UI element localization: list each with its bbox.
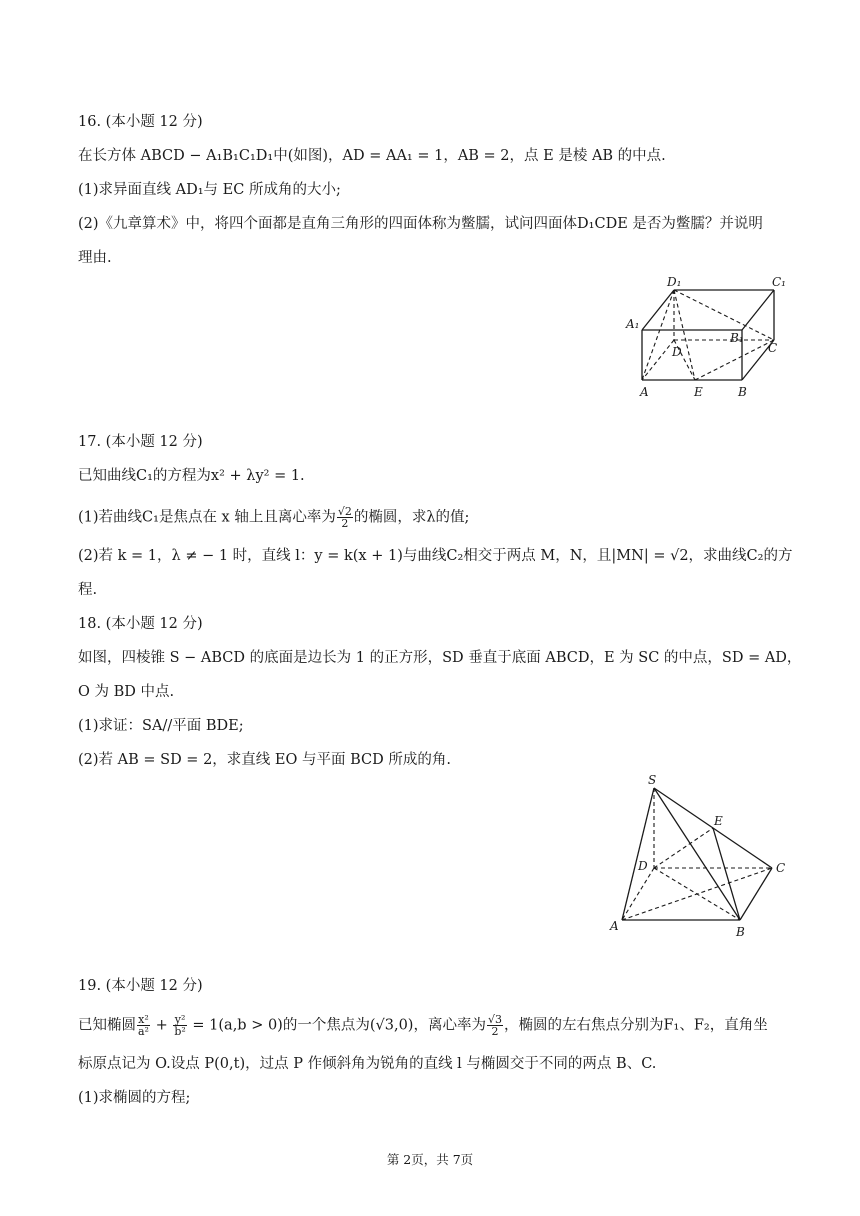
q17-part1-post: 的椭圆，求λ的值; (353, 509, 470, 526)
q17-stem: 已知曲线C₁的方程为x² + λy² = 1. (78, 468, 305, 484)
label-B1: B₁ (730, 331, 744, 345)
q17-part2-line1: (2)若 k = 1，λ ≠ − 1 时，直线 l：y = k(x + 1)与曲线C₂相交于两点 M，N，且|MN| = √2，求曲线C₂的方 (78, 548, 793, 564)
q18-pyramid-figure (606, 770, 796, 944)
label-B: B (738, 385, 747, 399)
label-E: E (714, 814, 723, 828)
label-D1: D₁ (667, 275, 682, 289)
q19-part1: (1)求椭圆的方程; (78, 1090, 191, 1106)
q17-part1 (78, 506, 469, 529)
q19-stem-pre: 已知椭圆 (78, 1017, 136, 1034)
q19-plus: + (150, 1017, 173, 1034)
q18-stem-line2: O 为 BD 中点. (78, 684, 175, 700)
q18-stem-line1: 如图，四棱锥 S − ABCD 的底面是边长为 1 的正方形，SD 垂直于底面 ABCD，E 为 SC 的中点，SD = AD， (78, 650, 802, 666)
label-C1: C₁ (772, 275, 786, 289)
label-S: S (648, 773, 657, 787)
q16-cuboid-figure (620, 272, 800, 408)
q19-stem-line2: 标原点记为 O.设点 P(0,t)，过点 P 作倾斜角为锐角的直线 l 与椭圆交于不同的两点 B、C. (78, 1056, 657, 1072)
label-D: D (672, 345, 682, 359)
q17-part2-line2: 程. (78, 582, 98, 598)
q19-stem-line1 (78, 1014, 768, 1037)
label-B: B (736, 925, 745, 939)
q16-stem: 在长方体 ABCD − A₁B₁C₁D₁中(如图)，AD = AA₁ = 1，AB = 2，点 E 是棱 AB 的中点. (78, 148, 666, 164)
q19-stem-post: ，椭圆的左右焦点分别为F₁、F₂，直角坐 (503, 1017, 768, 1034)
label-A: A (640, 385, 649, 399)
q16-part1: (1)求异面直线 AD₁与 EC 所成角的大小; (78, 182, 341, 198)
label-A: A (610, 919, 619, 933)
q17-eccentricity-fraction: $\frac{√2}{2}$ (337, 505, 352, 530)
label-C: C (776, 861, 786, 875)
q17-part1-pre: (1)若曲线C₁是焦点在 x 轴上且离心率为 (78, 509, 336, 526)
q19-x-fraction: $\frac{\text{x²}}{\text{a²}}$ (138, 1013, 149, 1038)
q18-header: 18. (本小题 12 分) (78, 616, 203, 632)
q16-part2-line1: (2)《九章算术》中，将四个面都是直角三角形的四面体称为鳖臑，试问四面体D₁CDE 是否为鳖臑？并说明 (78, 216, 763, 232)
q17-header: 17. (本小题 12 分) (78, 434, 203, 450)
label-C: C (768, 341, 778, 355)
q18-part1: (1)求证：SA//平面 BDE; (78, 718, 244, 734)
label-A1: A₁ (626, 317, 640, 331)
label-E: E (694, 385, 703, 399)
q16-part2-line2: 理由. (78, 250, 112, 266)
q19-header: 19. (本小题 12 分) (78, 978, 203, 994)
q19-y-fraction: $\frac{\text{y²}}{\text{b²}}$ (174, 1013, 186, 1038)
label-D: D (638, 859, 648, 873)
q18-part2: (2)若 AB = SD = 2，求直线 EO 与平面 BCD 所成的角. (78, 752, 451, 768)
q19-eccentricity-fraction: $\frac{√3}{2}$ (487, 1013, 502, 1038)
q16-header: 16. (本小题 12 分) (78, 114, 203, 130)
page-footer: 第 2页，共 7页 (386, 1152, 474, 1167)
q19-stem-mid: = 1(a,b > 0)的一个焦点为(√3,0)，离心率为 (187, 1017, 486, 1034)
